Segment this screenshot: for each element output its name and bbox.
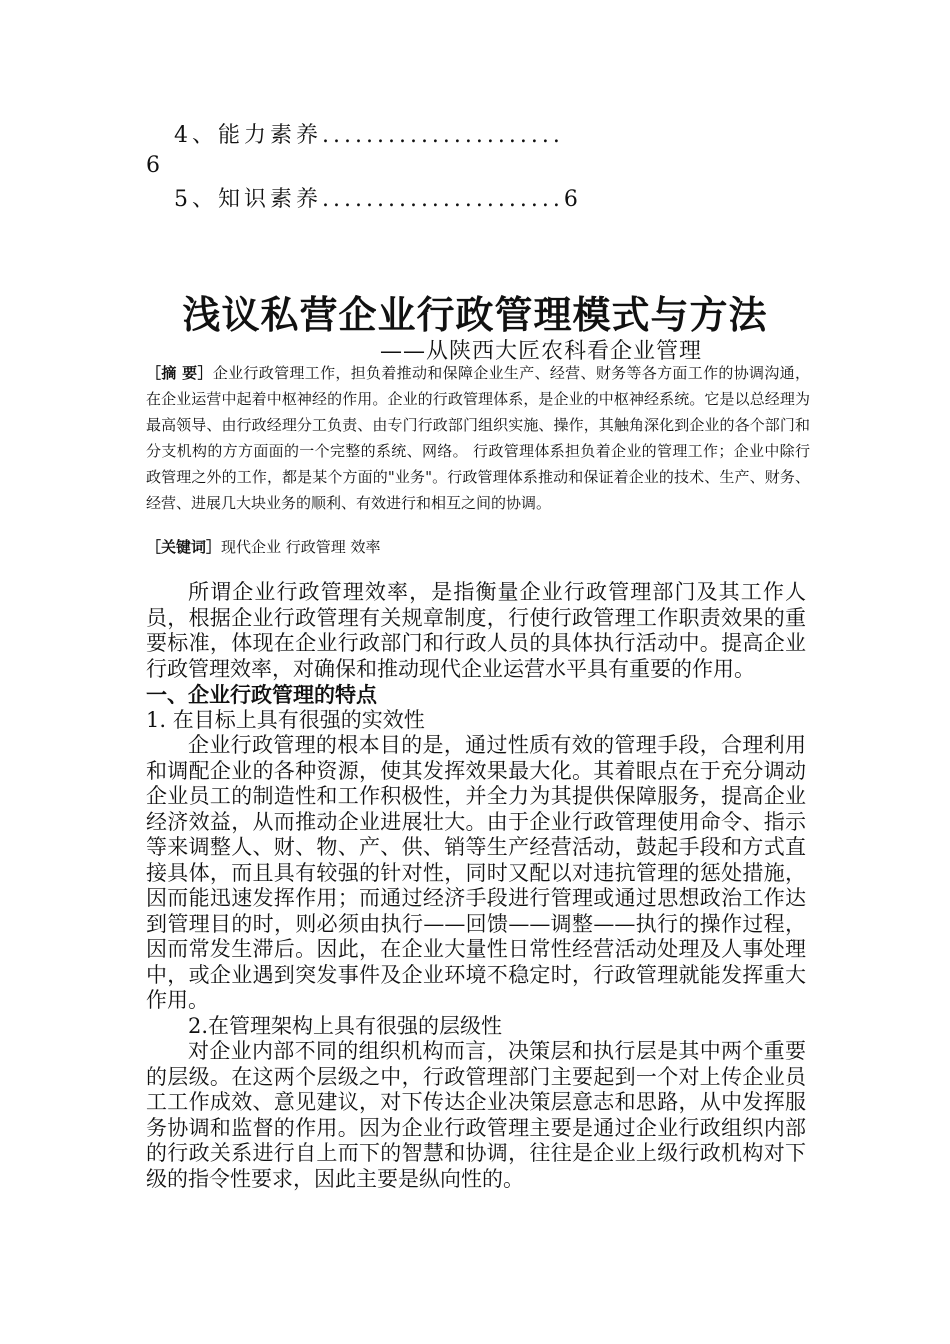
toc-leader: ...................... [322,123,564,148]
table-of-contents [146,120,786,216]
toc-entry-label: 4、能力素养 [174,123,322,148]
paragraph: 对企业内部不同的组织机构而言，决策层和执行层是其中两个重要的层级。在这两个层级之中，行政管理部门主要起到一个对上传企业员工工作成效、意见建议，对下传达企业决策层意志和思路，从中发挥服务协调和监督的作用。因为企业行政管理主要是通过企业行政组织内部的行政关系进行自上而下的智慧和协调，往往是企业上级行政机构对下级的指令性要求，因此主要是纵向性的。 [146,1039,806,1191]
toc-entry[interactable] [146,120,786,152]
page-subtitle: ——从陕西大匠农科看企业管理 [380,339,703,364]
paragraph: 企业行政管理的根本目的是，通过性质有效的管理手段，合理利用和调配企业的各种资源，使其发挥效果最大化。其着眼点在于充分调动企业员工的制造性和工作积极性，并全力为其提供保障服务，提高企业经济效益，从而推动企业进展壮大。由于企业行政管理使用命令、指示等来调整人、财、物、产、供、销等生产经营活动，鼓起手段和方式直接具体，而且具有较强的针对性，同时又配以对违抗管理的惩处措施，因而能迅速发挥作用；而通过经济手段进行管理或通过思想政治工作达到管理目的时，则必须由执行——回馈——调整——执行的操作过程，因而常发生滞后。因此，在企业大量性日常性经营活动处理及人事处理中，或企业遇到突发事件及企业环境不稳定时，行政管理就能发挥重大作用。 [146,733,806,1012]
subsection-heading: 1. 在目标上具有很强的实效性 [146,707,425,732]
toc-entry[interactable] [146,184,786,216]
toc-leader: ...................... [322,187,564,212]
keywords [146,536,381,557]
abstract [146,360,810,516]
keywords-tag: ［关键词］ [146,538,222,556]
abstract-tag: ［摘 要］ [146,364,213,382]
toc-page-number: 6 [146,153,160,178]
toc-page-number: 6 [563,187,582,212]
body-text [146,580,806,1192]
section-heading: 一、企业行政管理的特点 [146,682,377,707]
abstract-text: 企业行政管理工作，担负着推动和保障企业生产、经营、财务等各方面工作的协调沟通，在企业运营中起着中枢神经的作用。企业的行政管理体系，是企业的中枢神经系统。它是以总经理为最高领导、由行政经理分工负责、由专门行政部门组织实施、操作，其触角深化到企业的各个部门和分支机构的方方面面的一个完整的系统、网络。 行政管理体系担负着企业的管理工作；企业中除行政管理之外的工作，都是某个方面的"业务"。行政管理体系推动和保证着企业的技术、生产、财务、经营、进展几大块业务的顺利、有效进行和相互之间的协调。 [146,364,810,512]
intro-paragraph: 所谓企业行政管理效率，是指衡量企业行政管理部门及其工作人员，根据企业行政管理有关规章制度，行使行政管理工作职责效果的重要标准，体现在企业行政部门和行政人员的具体执行活动中。提高企业行政管理效率，对确保和推动现代企业运营水平具有重要的作用。 [146,580,806,681]
subsection-heading: 2.在管理架构上具有很强的层级性 [188,1013,503,1038]
toc-entry-label: 5、知识素养 [174,187,322,212]
page-title: 浅议私营企业行政管理模式与方法 [182,292,768,337]
keywords-text: 现代企业 行政管理 效率 [221,538,381,556]
